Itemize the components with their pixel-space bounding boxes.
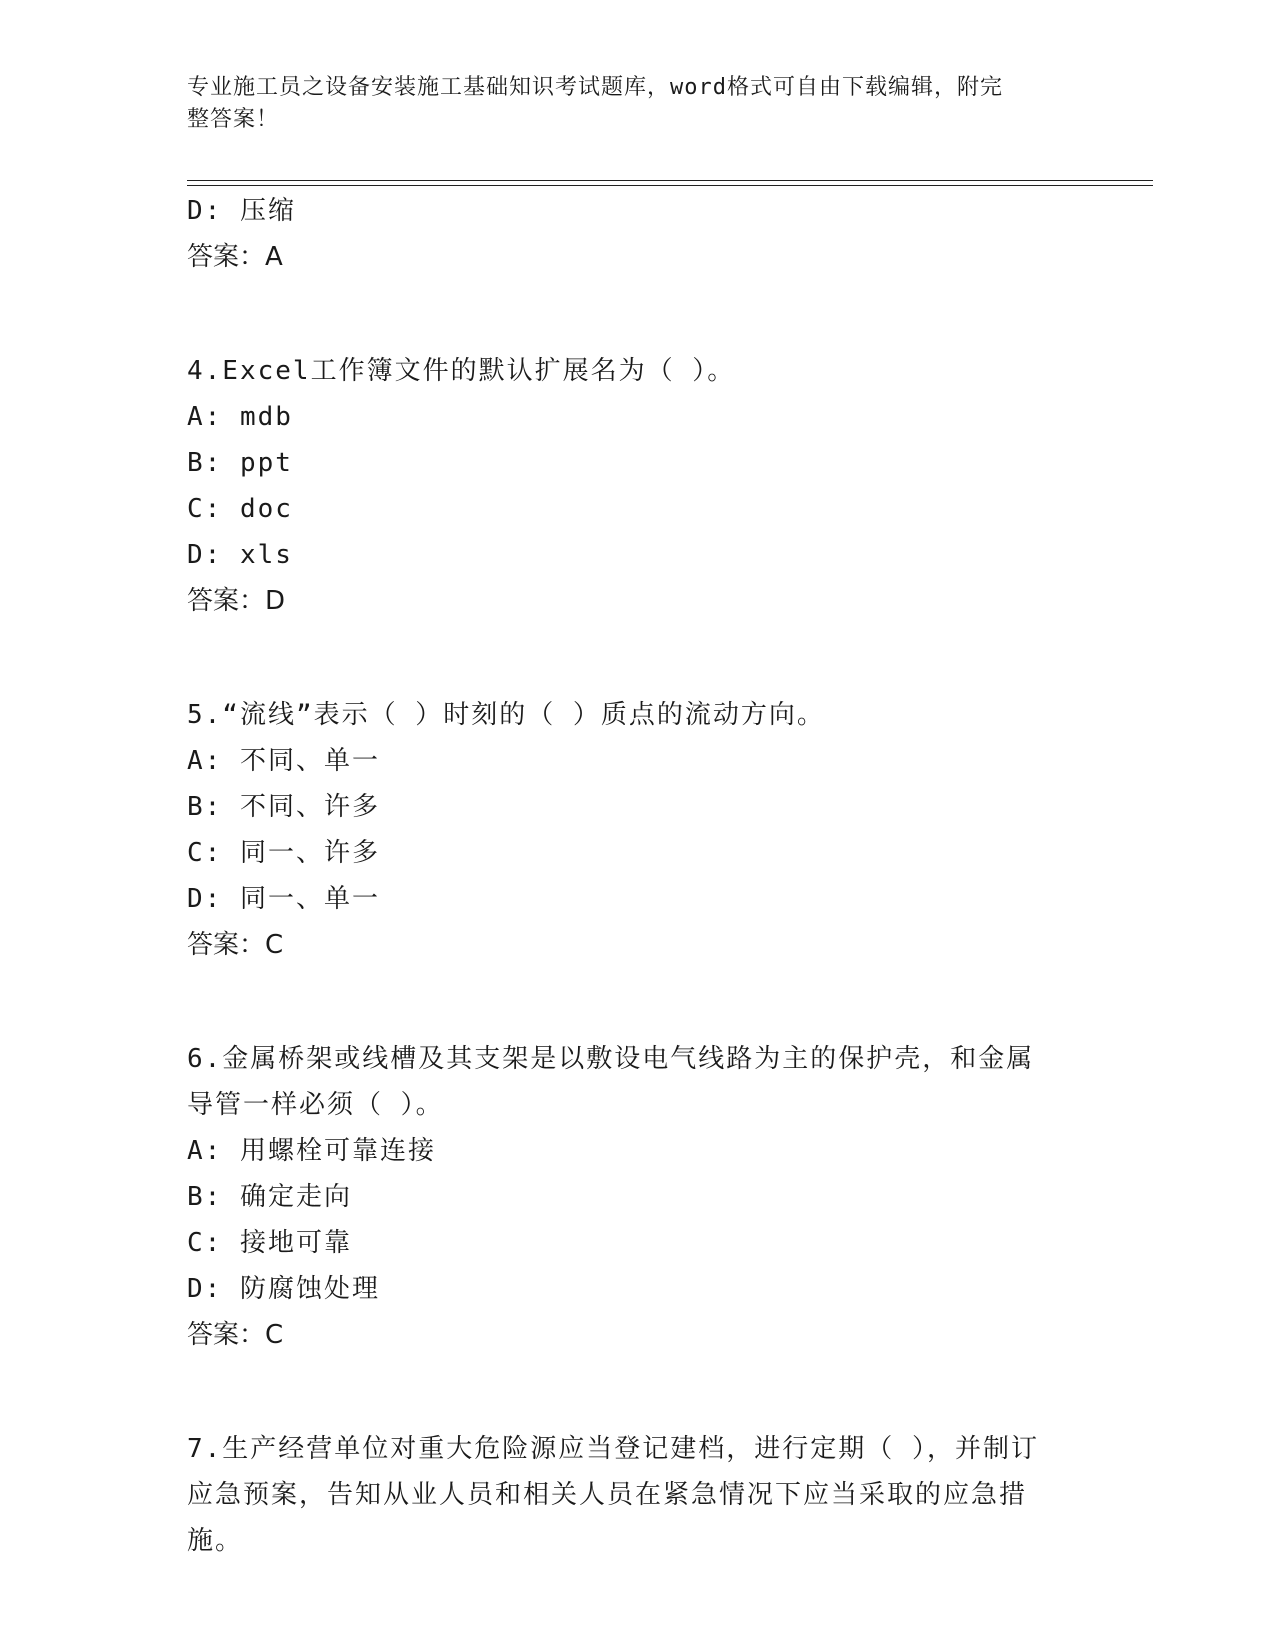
answer-line: 答案：D	[187, 586, 286, 616]
option-b: B: 确定走向	[187, 1182, 352, 1212]
answer-line: 答案：C	[187, 930, 284, 960]
question-list	[187, 188, 1087, 1564]
option-a: A: 不同、单一	[187, 746, 380, 776]
option-a: A: 用螺栓可靠连接	[187, 1136, 436, 1166]
header-line-1: 专业施工员之设备安装施工基础知识考试题库，word格式可自由下载编辑，附完	[187, 75, 1003, 100]
option-d: D: 压缩	[187, 196, 296, 226]
header-divider-top	[187, 180, 1153, 181]
option-d: D: xls	[187, 540, 293, 570]
question-carryover	[187, 188, 1087, 280]
option-c: C: 同一、许多	[187, 838, 380, 868]
question-stem-line: 4.Excel工作簿文件的默认扩展名为（ ）。	[187, 356, 736, 386]
question-stem-line: 导管一样必须（ ）。	[187, 1090, 444, 1120]
question-stem-line: 7.生产经营单位对重大危险源应当登记建档，进行定期（ ），并制订	[187, 1434, 1039, 1464]
option-b: B: 不同、许多	[187, 792, 380, 822]
option-d: D: 同一、单一	[187, 884, 380, 914]
question-stem-line: 施。	[187, 1526, 244, 1556]
option-d: D: 防腐蚀处理	[187, 1274, 380, 1304]
question-stem-line: 5.“流线”表示（ ）时刻的（ ）质点的流动方向。	[187, 700, 825, 730]
option-a: A: mdb	[187, 402, 293, 432]
header-line-2: 整答案！	[187, 107, 280, 132]
question-6	[187, 1036, 1087, 1358]
option-b: B: ppt	[187, 448, 293, 478]
document-header	[187, 72, 1067, 136]
option-c: C: doc	[187, 494, 293, 524]
header-divider-bottom	[187, 185, 1153, 186]
option-c: C: 接地可靠	[187, 1228, 352, 1258]
question-stem-line: 6.金属桥架或线槽及其支架是以敷设电气线路为主的保护壳，和金属	[187, 1044, 1035, 1074]
answer-line: 答案：A	[187, 242, 283, 272]
answer-line: 答案：C	[187, 1320, 284, 1350]
question-4	[187, 348, 1087, 624]
question-stem-line: 应急预案，告知从业人员和相关人员在紧急情况下应当采取的应急措	[187, 1480, 1028, 1510]
question-7	[187, 1426, 1087, 1564]
question-5	[187, 692, 1087, 968]
